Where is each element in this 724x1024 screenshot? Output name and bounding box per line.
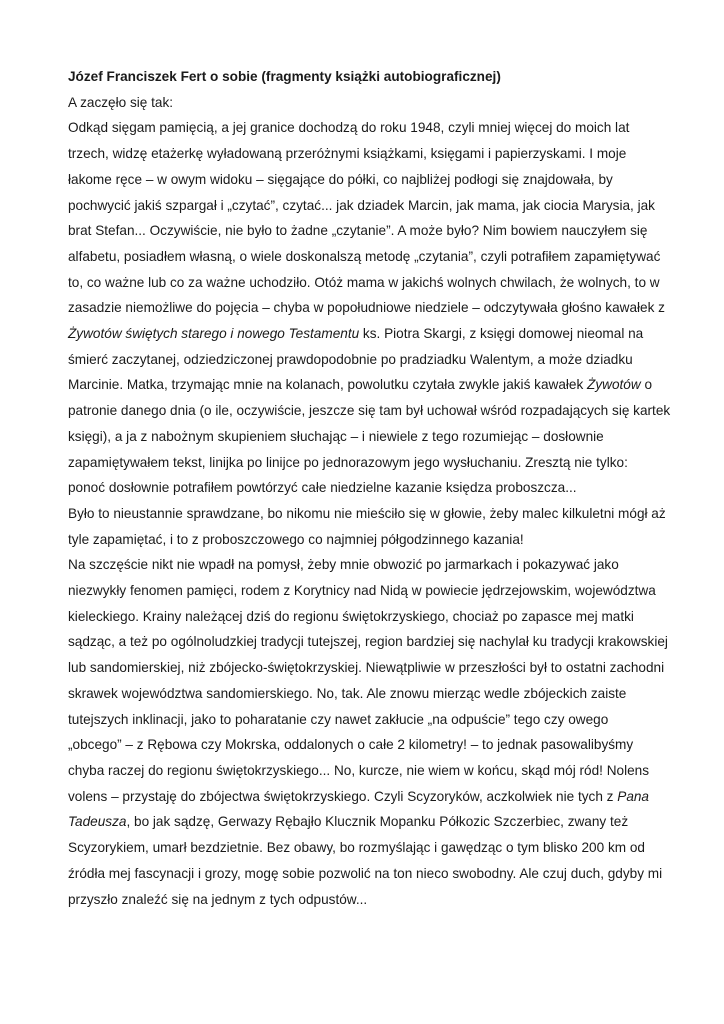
text-line: Odkąd sięgam pamięcią, a jej granice dochodzą do roku 1948, czyli mniej więcej do moich lat (68, 120, 630, 136)
book-title-italic: Żywotów (587, 377, 641, 393)
text-line: chyba raczej do regionu świętokrzyskiego... No, kurcze, nie wiem w końcu, skąd mój ród! Nolens (68, 762, 650, 778)
text-line: przyszło znaleźć się na jednym z tych odpustów... (68, 891, 368, 907)
text-line (68, 784, 668, 810)
text-line: pochwycić jakiś szpargał i „czytać”, czytać... jak dziadek Marcin, jak mama, jak ciocia Marysia, jak (68, 197, 655, 213)
text-span: , bo jak sądzę, Gerwazy Rębajło Klucznik Mopanku Półkozic Szczerbiec, zwany też (126, 814, 629, 830)
text-line: kieleckiego. Krainy należącej dziś do regionu świętokrzyskiego, chociaż po zapasce mej matki (68, 608, 634, 624)
paragraph-3 (68, 552, 668, 912)
text-line: ponoć dosłownie potrafiłem powtórzyć całe niedzielne kazanie księdza proboszcza... (68, 480, 577, 496)
text-line: niezwykły fenomen pamięci, rodem z Korytnicy nad Nidą w powiecie jędrzejowskim, województwa (68, 583, 656, 599)
text-line: zapamiętywałem tekst, linijka po linijce po jednorazowym jego wysłuchaniu. Zresztą nie tylko: (68, 454, 628, 470)
text-line: „obcego” – z Rębowa czy Mokrska, oddalonych o całe 2 kilometry! – to jednak pasowalibyśmy (68, 737, 634, 753)
text-span: ks. Piotra Skargi, z księgi domowej nieomal na (359, 326, 644, 342)
text-line: brat Stefan... Oczywiście, nie było to żadne „czytanie”. A może było? Nim bowiem nauczyłem się (68, 223, 648, 239)
text-line: trzech, widzę etażerkę wyładowaną przeróżnymi książkami, księgami i papierzyskami. I moje (68, 146, 627, 162)
text-line: skrawek województwa sandomierskiego. No, tak. Ale znowu mierząc wedle zbójeckich zaiste (68, 685, 627, 701)
text-span: volens – przystaję do zbójectwa świętokrzyskiego. Czyli Scyzoryków, aczkolwiek nie tych z (68, 788, 618, 804)
text-line: śmierć zaczytanej, odziedziczonej prawdopodobnie po pradziadku Walentym, a może dziadku (68, 351, 633, 367)
text-line: alfabetu, posiadłem własną, o wiele doskonalszą metodę „czytania”, czyli potrafiłem zapamiętywać (68, 248, 661, 264)
text-line: Było to nieustannie sprawdzane, bo nikomu nie mieściło się w głowie, żeby malec kilkuletni mógł aż (68, 505, 666, 521)
book-title-italic: Żywotów świętych starego i nowego Testamentu (68, 326, 360, 342)
document-page (68, 64, 671, 912)
text-line: Na szczęście nikt nie wpadł na pomysł, żeby mnie obwozić po jarmarkach i pokazywać jako (68, 557, 619, 573)
text-line: księgi), a ja z nabożnym skupieniem słuchając – i niewiele z tego rozumiejąc – dosłownie (68, 428, 604, 444)
text-line: lub sandomierskiej, niż zbójecko-świętokrzyskiej. Niewątpliwie w przeszłości był to ostatni zachodni (68, 660, 665, 676)
text-line: łakome ręce – w owym widoku – sięgające do półki, co najbliżej podłogi się znajdowała, by (68, 171, 613, 187)
text-line: patronie danego dnia (o ile, oczywiście, jeszcze się tam był uchował wśród rozpadających się kartek (68, 403, 671, 419)
document-title: Józef Franciszek Fert o sobie (fragmenty książki autobiograficznej) (68, 69, 501, 84)
text-line (68, 321, 668, 347)
text-line: tyle zapamiętać, i to z proboszczowego co najmniej półgodzinnego kazania! (68, 531, 524, 547)
text-span: o (640, 377, 653, 393)
text-line: tutejszych inklinacji, jako to poharatanie czy nawet zakłucie „na odpuście” tego czy owego (68, 711, 609, 727)
paragraph-2 (68, 501, 668, 552)
text-span: Marcinie. Matka, trzymając mnie na kolanach, powolutku czytała zwykle jakiś kawałek (68, 377, 588, 393)
intro-line: A zaczęło się tak: (68, 94, 174, 110)
text-line (68, 809, 668, 835)
text-line: to, co ważne lub co za ważne uchodziło. Otóż mama w jakichś wolnych chwilach, że wolnych, to w (68, 274, 660, 290)
text-line: źródła mej fascynacji i grozy, mogę sobie pozwolić na ton nieco swobodny. Ale czuj duch, gdyby mi (68, 865, 663, 881)
book-title-italic: Pana (617, 788, 649, 804)
book-title-italic: Tadeusza (68, 814, 127, 830)
text-line: Scyzorykiem, umarł bezdzietnie. Bez obawy, bo rozmyślając i gawędząc o tym blisko 200 km od (68, 840, 645, 856)
text-line: zasadzie niemożliwe do pojęcia – chyba w popołudniowe niedziele – odczytywała głośno kawałek z (68, 300, 665, 316)
text-line (68, 372, 668, 398)
text-line: sądząc, a też po ogólnoludzkiej tradycji tutejszej, region bardziej się nachylał ku tradycji krakowskiej (68, 634, 668, 650)
paragraph-1 (68, 115, 671, 501)
